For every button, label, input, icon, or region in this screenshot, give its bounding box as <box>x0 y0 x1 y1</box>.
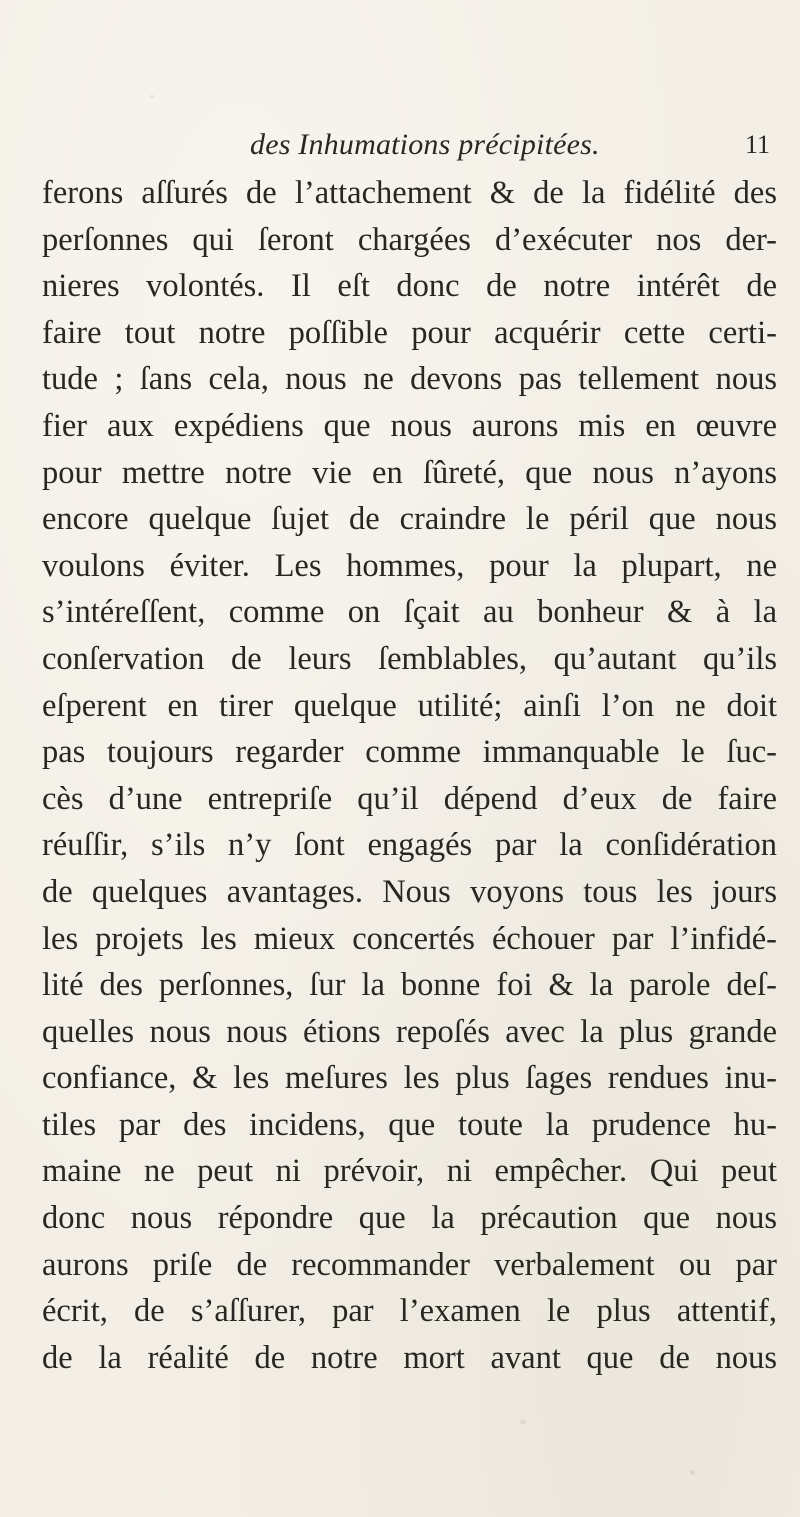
running-head <box>250 128 770 168</box>
text-line: tiles par des incidens, que toute la prudence hu- <box>42 1106 777 1143</box>
text-line: encore quelque ſujet de craindre le péril que nous <box>42 501 777 538</box>
text-line: conſervation de leurs ſemblables, qu’autant qu’ils <box>42 640 777 677</box>
paper-blemish <box>150 95 154 98</box>
text-line: réuſſir, s’ils n’y ſont engagés par la conſidération <box>42 827 777 864</box>
text-line: les projets les mieux concertés échouer par l’infidé- <box>42 920 777 957</box>
text-line: tude ; ſans cela, nous ne devons pas tellement nous <box>42 361 777 398</box>
text-line: de quelques avantages. Nous voyons tous les jours <box>42 873 777 910</box>
text-line: eſperent en tirer quelque utilité; ainſi l’on ne doit <box>42 687 777 724</box>
paper-blemish <box>520 1420 526 1424</box>
text-line: de la réalité de notre mort avant que de nous <box>42 1339 777 1376</box>
text-line: fier aux expédiens que nous aurons mis en œuvre <box>42 407 777 444</box>
text-line: pas toujours regarder comme immanquable le ſuc- <box>42 734 777 771</box>
text-line: faire tout notre poſſible pour acquérir cette certi- <box>42 314 777 351</box>
running-title: des Inhumations précipitées. <box>250 128 600 161</box>
text-line: donc nous répondre que la précaution que nous <box>42 1200 777 1237</box>
text-line: pour mettre notre vie en ſûreté, que nous n’ayons <box>42 454 777 491</box>
text-line: lité des perſonnes, ſur la bonne foi & la parole deſ- <box>42 967 777 1004</box>
text-line: nieres volontés. Il eſt donc de notre intérêt de <box>42 268 777 305</box>
body-text <box>42 170 777 1381</box>
text-line: maine ne peut ni prévoir, ni empêcher. Qui peut <box>42 1153 777 1190</box>
text-line: écrit, de s’aſſurer, par l’examen le plus attentif, <box>42 1293 777 1330</box>
text-line: quelles nous nous étions repoſés avec la plus grande <box>42 1013 777 1050</box>
text-line: cès d’une entrepriſe qu’il dépend d’eux de faire <box>42 780 777 817</box>
text-line: perſonnes qui ſeront chargées d’exécuter nos der- <box>42 221 777 258</box>
page-number: 11 <box>744 130 770 159</box>
paper-blemish <box>690 1470 695 1475</box>
text-line: ferons aſſurés de l’attachement & de la fidélité des <box>42 175 777 211</box>
text-line: aurons priſe de recommander verbalement ou par <box>42 1246 777 1283</box>
text-line: voulons éviter. Les hommes, pour la plupart, ne <box>42 547 777 584</box>
text-line: confiance, & les meſures les plus ſages rendues inu- <box>42 1060 777 1097</box>
text-line: s’intéreſſent, comme on ſçait au bonheur & à la <box>42 594 777 631</box>
